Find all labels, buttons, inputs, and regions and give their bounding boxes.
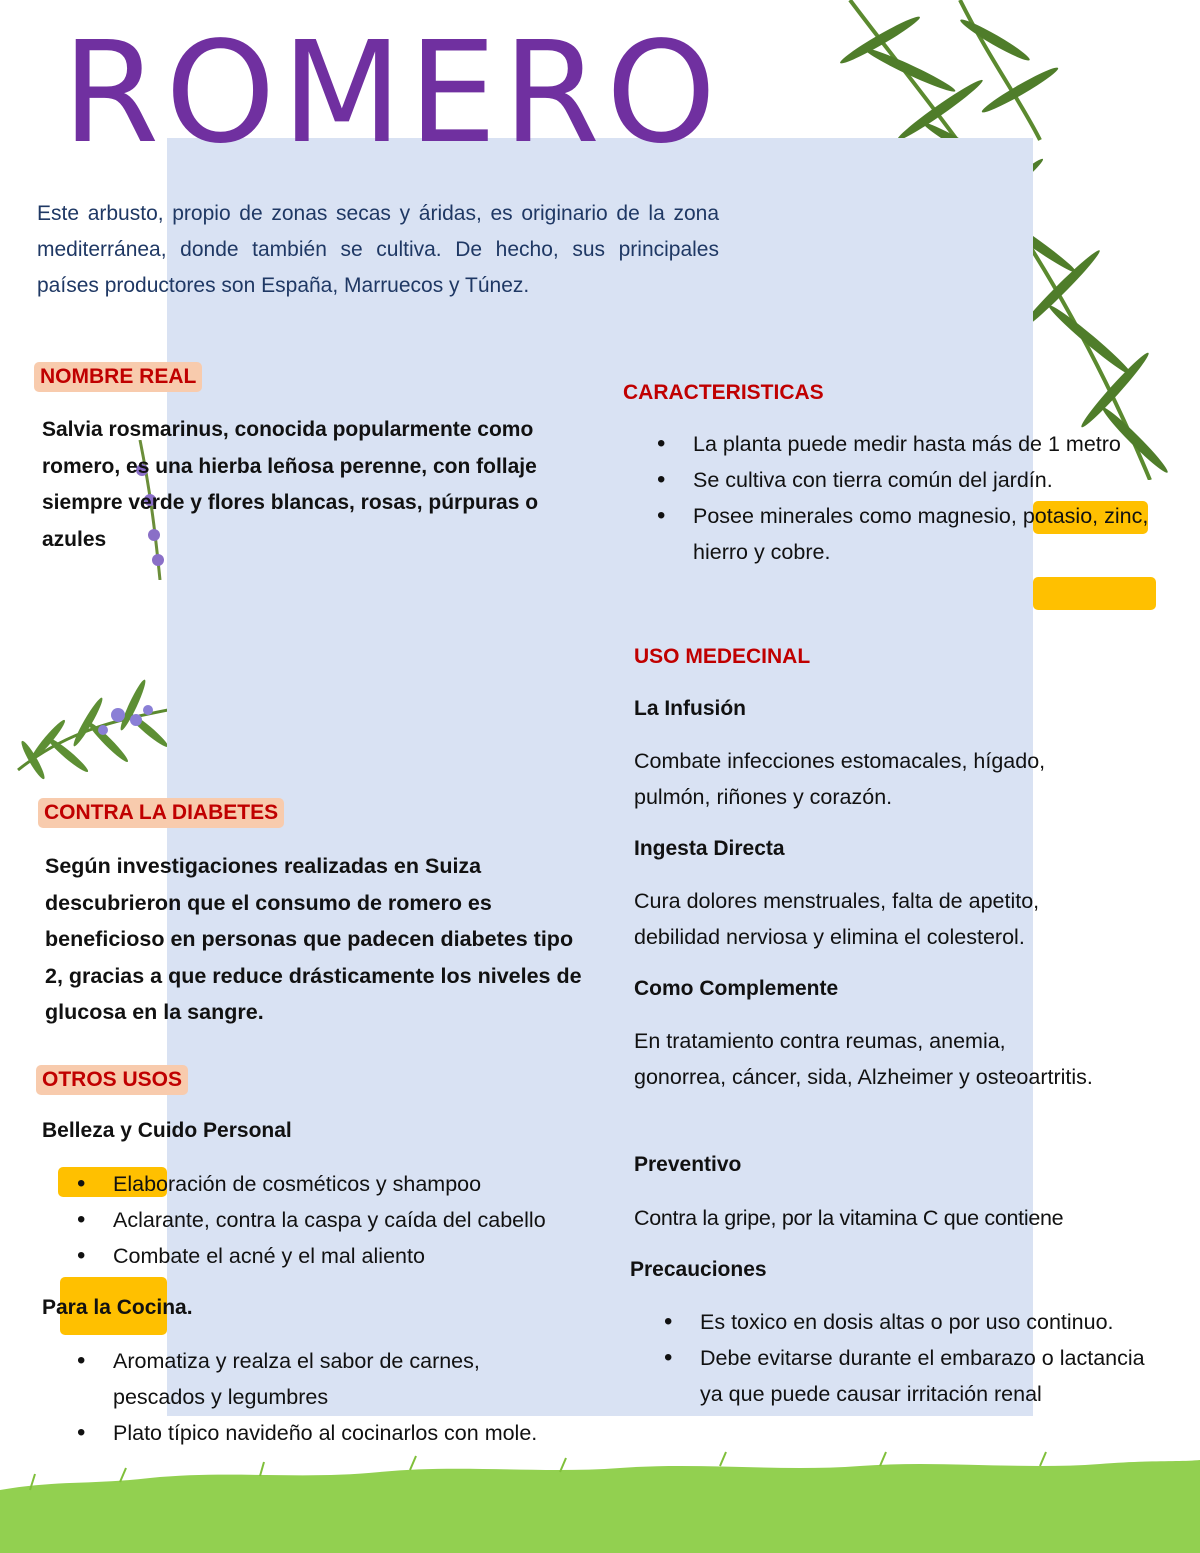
list-item: • Aclarante, contra la caspa y caída del cabello — [75, 1202, 635, 1238]
highlight-mark — [1033, 577, 1156, 610]
preventivo-heading: Preventivo — [634, 1153, 742, 1176]
preventivo-text: Contra la gripe, por la vitamina C que contiene — [634, 1206, 1064, 1230]
caracteristicas-list — [655, 426, 1165, 570]
list-item: • La planta puede medir hasta más de 1 metro — [655, 426, 1123, 462]
infusion-text: Combate infecciones estomacales, hígado, pulmón, riñones y corazón. — [634, 749, 1046, 809]
cocina-heading: Para la Cocina. — [42, 1296, 193, 1319]
otros-usos-label: OTROS USOS — [36, 1065, 188, 1095]
precauciones-heading: Precauciones — [630, 1258, 767, 1281]
infusion-heading: La Infusión — [634, 697, 746, 720]
nombre-real-text: Salvia rosmarinus, conocida popularmente como romero, es una hierba leñosa perenne, con follaje siempre verde y flores blancas, rosas, púrpuras o azules — [42, 418, 539, 551]
complemento-heading: Como Complemente — [634, 977, 839, 1000]
list-item: • Es toxico en dosis altas o por uso continuo. — [662, 1304, 1182, 1340]
list-item: • Elaboración de cosméticos y shampoo — [75, 1166, 635, 1202]
nombre-real-label: NOMBRE REAL — [34, 362, 202, 392]
belleza-heading: Belleza y Cuido Personal — [42, 1119, 292, 1142]
list-item: • Debe evitarse durante el embarazo o lactancia ya que puede causar irritación renal — [662, 1340, 1170, 1412]
page-title: ROMERO — [62, 12, 723, 175]
contra-diabetes-text: Según investigaciones realizadas en Suiza descubrieron que el consumo de romero es beneficioso en personas que padecen diabetes tipo 2, gracias a que reduce drásticamente los niveles de glucosa en la sangre. — [45, 854, 582, 1024]
list-item: • Se cultiva con tierra común del jardín. — [655, 462, 1165, 498]
precauciones-list — [662, 1304, 1182, 1412]
ingesta-text: Cura dolores menstruales, falta de apetito, debilidad nerviosa y elimina el colesterol. — [634, 889, 1040, 949]
grass-ground — [0, 1450, 1200, 1553]
uso-medecinal-label: USO MEDECINAL — [634, 645, 811, 668]
list-item: • Combate el acné y el mal aliento — [75, 1238, 635, 1274]
intro-paragraph: Este arbusto, propio de zonas secas y áridas, es originario de la zona mediterránea, donde también se cultiva. De hecho, sus principales países productores son España, Marruecos y Túnez. — [37, 202, 719, 297]
contra-diabetes-label: CONTRA LA DIABETES — [38, 798, 284, 828]
belleza-list — [75, 1166, 635, 1274]
cocina-list — [75, 1343, 575, 1451]
list-item: • Posee minerales como magnesio, potasio, zinc, hierro y cobre. — [655, 498, 1163, 570]
ingesta-heading: Ingesta Directa — [634, 837, 785, 860]
list-item: • Plato típico navideño al cocinarlos con mole. — [75, 1415, 575, 1451]
rosemary-flower-branch-icon — [8, 660, 168, 790]
complemento-text: En tratamiento contra reumas, anemia, gonorrea, cáncer, sida, Alzheimer y osteoartritis. — [634, 1029, 1093, 1089]
caracteristicas-label: CARACTERISTICAS — [623, 381, 824, 404]
list-item: • Aromatiza y realza el sabor de carnes, pescados y legumbres — [75, 1343, 575, 1415]
